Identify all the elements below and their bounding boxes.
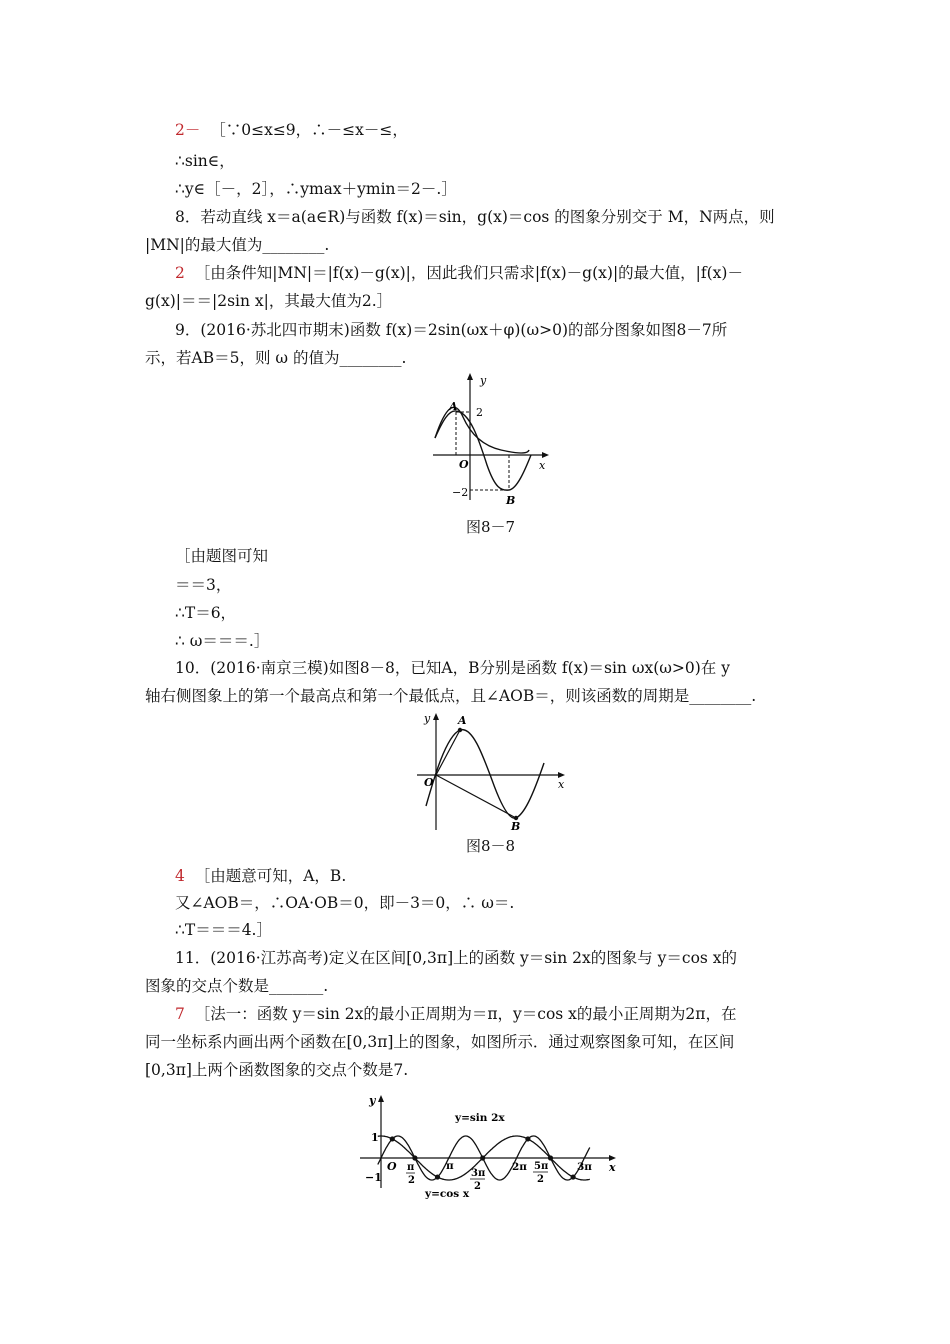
axis-label-x: x xyxy=(609,1161,616,1174)
tick-label: 5π xyxy=(534,1161,549,1172)
axis-label-x: x xyxy=(539,459,546,472)
text-line: ［由题图可知 xyxy=(175,547,269,565)
text-line: ∴T＝6， xyxy=(175,604,237,622)
figure-sin-cos xyxy=(355,1090,625,1210)
text-line: ∴ ω＝＝＝.］ xyxy=(175,632,270,650)
intersection-point xyxy=(548,1155,553,1160)
intersection-point xyxy=(525,1136,530,1141)
intersection-point xyxy=(435,1174,440,1179)
line-text: ［由条件知|MN|＝|f(x)－g(x)|，因此我们只需求|f(x)－g(x)|的最大值，|f(x)－ xyxy=(194,264,743,282)
tick-label: 2π xyxy=(512,1161,527,1173)
text-line: 轴右侧图象上的第一个最高点和第一个最低点，且∠AOB＝，则该函数的周期是________. xyxy=(145,687,757,705)
intersection-point xyxy=(480,1155,485,1160)
figure-8-8 xyxy=(412,708,572,833)
sine-curve xyxy=(426,730,544,819)
origin-label: O xyxy=(387,1160,397,1173)
text-line: 10．(2016·南京三模)如图8－8，已知A，B分别是函数 f(x)＝sin ωx(ω>0)在 y xyxy=(175,659,730,677)
text-line: ＝＝3， xyxy=(175,576,232,594)
point-label-a: A xyxy=(458,714,467,727)
text-line xyxy=(175,866,346,886)
text-line: 图象的交点个数是_______. xyxy=(145,977,329,995)
text-line: |MN|的最大值为________. xyxy=(145,236,330,254)
line-text: ［由题意可知，A，B. xyxy=(194,867,347,885)
point-label-b: B xyxy=(506,494,516,507)
point-label-a: A xyxy=(449,400,458,413)
text-line xyxy=(175,120,408,140)
origin-label: O xyxy=(459,458,469,471)
text-line: 11．(2016·江苏高考)定义在区间[0,3π]上的函数 y＝sin 2x的图象与 y＝cos x的 xyxy=(175,949,738,967)
text-line xyxy=(175,263,743,283)
answer: 2 xyxy=(175,264,185,282)
text-line: 又∠AOB＝，∴OA·OB＝0，即－3＝0，∴ ω＝. xyxy=(175,894,515,912)
text-line: 示，若AB＝5，则 ω 的值为________. xyxy=(145,349,407,367)
segment-oa xyxy=(436,730,460,775)
tick-label: 2 xyxy=(474,1181,481,1192)
axis-label-y: y xyxy=(480,374,487,387)
answer: 4 xyxy=(175,867,185,885)
text-line: ∴y∈［－，2］，∴ymax＋ymin＝2－.］ xyxy=(175,180,457,198)
figure-8-7 xyxy=(425,370,555,510)
text-line: 同一坐标系内画出两个函数在[0,3π]上的图象，如图所示．通过观察图象可知，在区间 xyxy=(145,1033,735,1051)
text-line: ∴T＝＝＝4.］ xyxy=(175,921,272,939)
answer: 2－ xyxy=(175,121,201,139)
origin-label: O xyxy=(424,776,434,789)
axis-label-y: y xyxy=(424,712,431,725)
tick-label: −1 xyxy=(365,1171,382,1184)
curve-label-cos: y=cos x xyxy=(425,1188,470,1200)
tick-label: 3π xyxy=(471,1168,486,1179)
tick-label: 2 xyxy=(537,1174,544,1185)
text-line: [0,3π]上两个函数图象的交点个数是7. xyxy=(145,1061,409,1079)
intersection-point xyxy=(412,1155,417,1160)
axis-label-y: y xyxy=(369,1094,376,1107)
tick-label: π xyxy=(446,1160,454,1172)
text-line: ∴sin∈， xyxy=(175,152,235,170)
intersection-point xyxy=(390,1136,395,1141)
curve-label-sin: y=sin 2x xyxy=(455,1112,505,1124)
intersection-point xyxy=(571,1174,576,1179)
figure-caption: 图8－8 xyxy=(466,837,516,855)
tick-label: π xyxy=(407,1162,415,1173)
line-text: ［法一：函数 y＝sin 2x的最小正周期为＝π，y＝cos x的最小正周期为2π，在 xyxy=(194,1005,737,1023)
text-line xyxy=(175,1004,736,1024)
text-line: 8．若动直线 x＝a(a∈R)与函数 f(x)＝sin，g(x)＝cos 的图象分别交于 M，N两点，则 xyxy=(175,208,775,226)
tick-label: 3π xyxy=(577,1161,592,1173)
tick-label: −2 xyxy=(452,486,469,499)
text-line: 9．(2016·苏北四市期末)函数 f(x)＝2sin(ωx＋φ)(ω>0)的部分图象如图8－7所 xyxy=(175,321,728,339)
answer: 7 xyxy=(175,1005,185,1023)
tick-label: 1 xyxy=(371,1131,379,1144)
tick-label: 2 xyxy=(408,1175,415,1186)
text-line: g(x)|＝＝|2sin x|，其最大值为2.］ xyxy=(145,292,393,310)
tick-label: 2 xyxy=(476,406,483,419)
segment-ob xyxy=(436,775,516,818)
point-label-b: B xyxy=(511,820,521,833)
axis-label-x: x xyxy=(558,778,565,791)
sine-curve xyxy=(435,411,531,490)
line-text: ［∵0≤x≤9，∴－≤x－≤， xyxy=(210,121,408,139)
figure-caption: 图8－7 xyxy=(466,518,516,536)
